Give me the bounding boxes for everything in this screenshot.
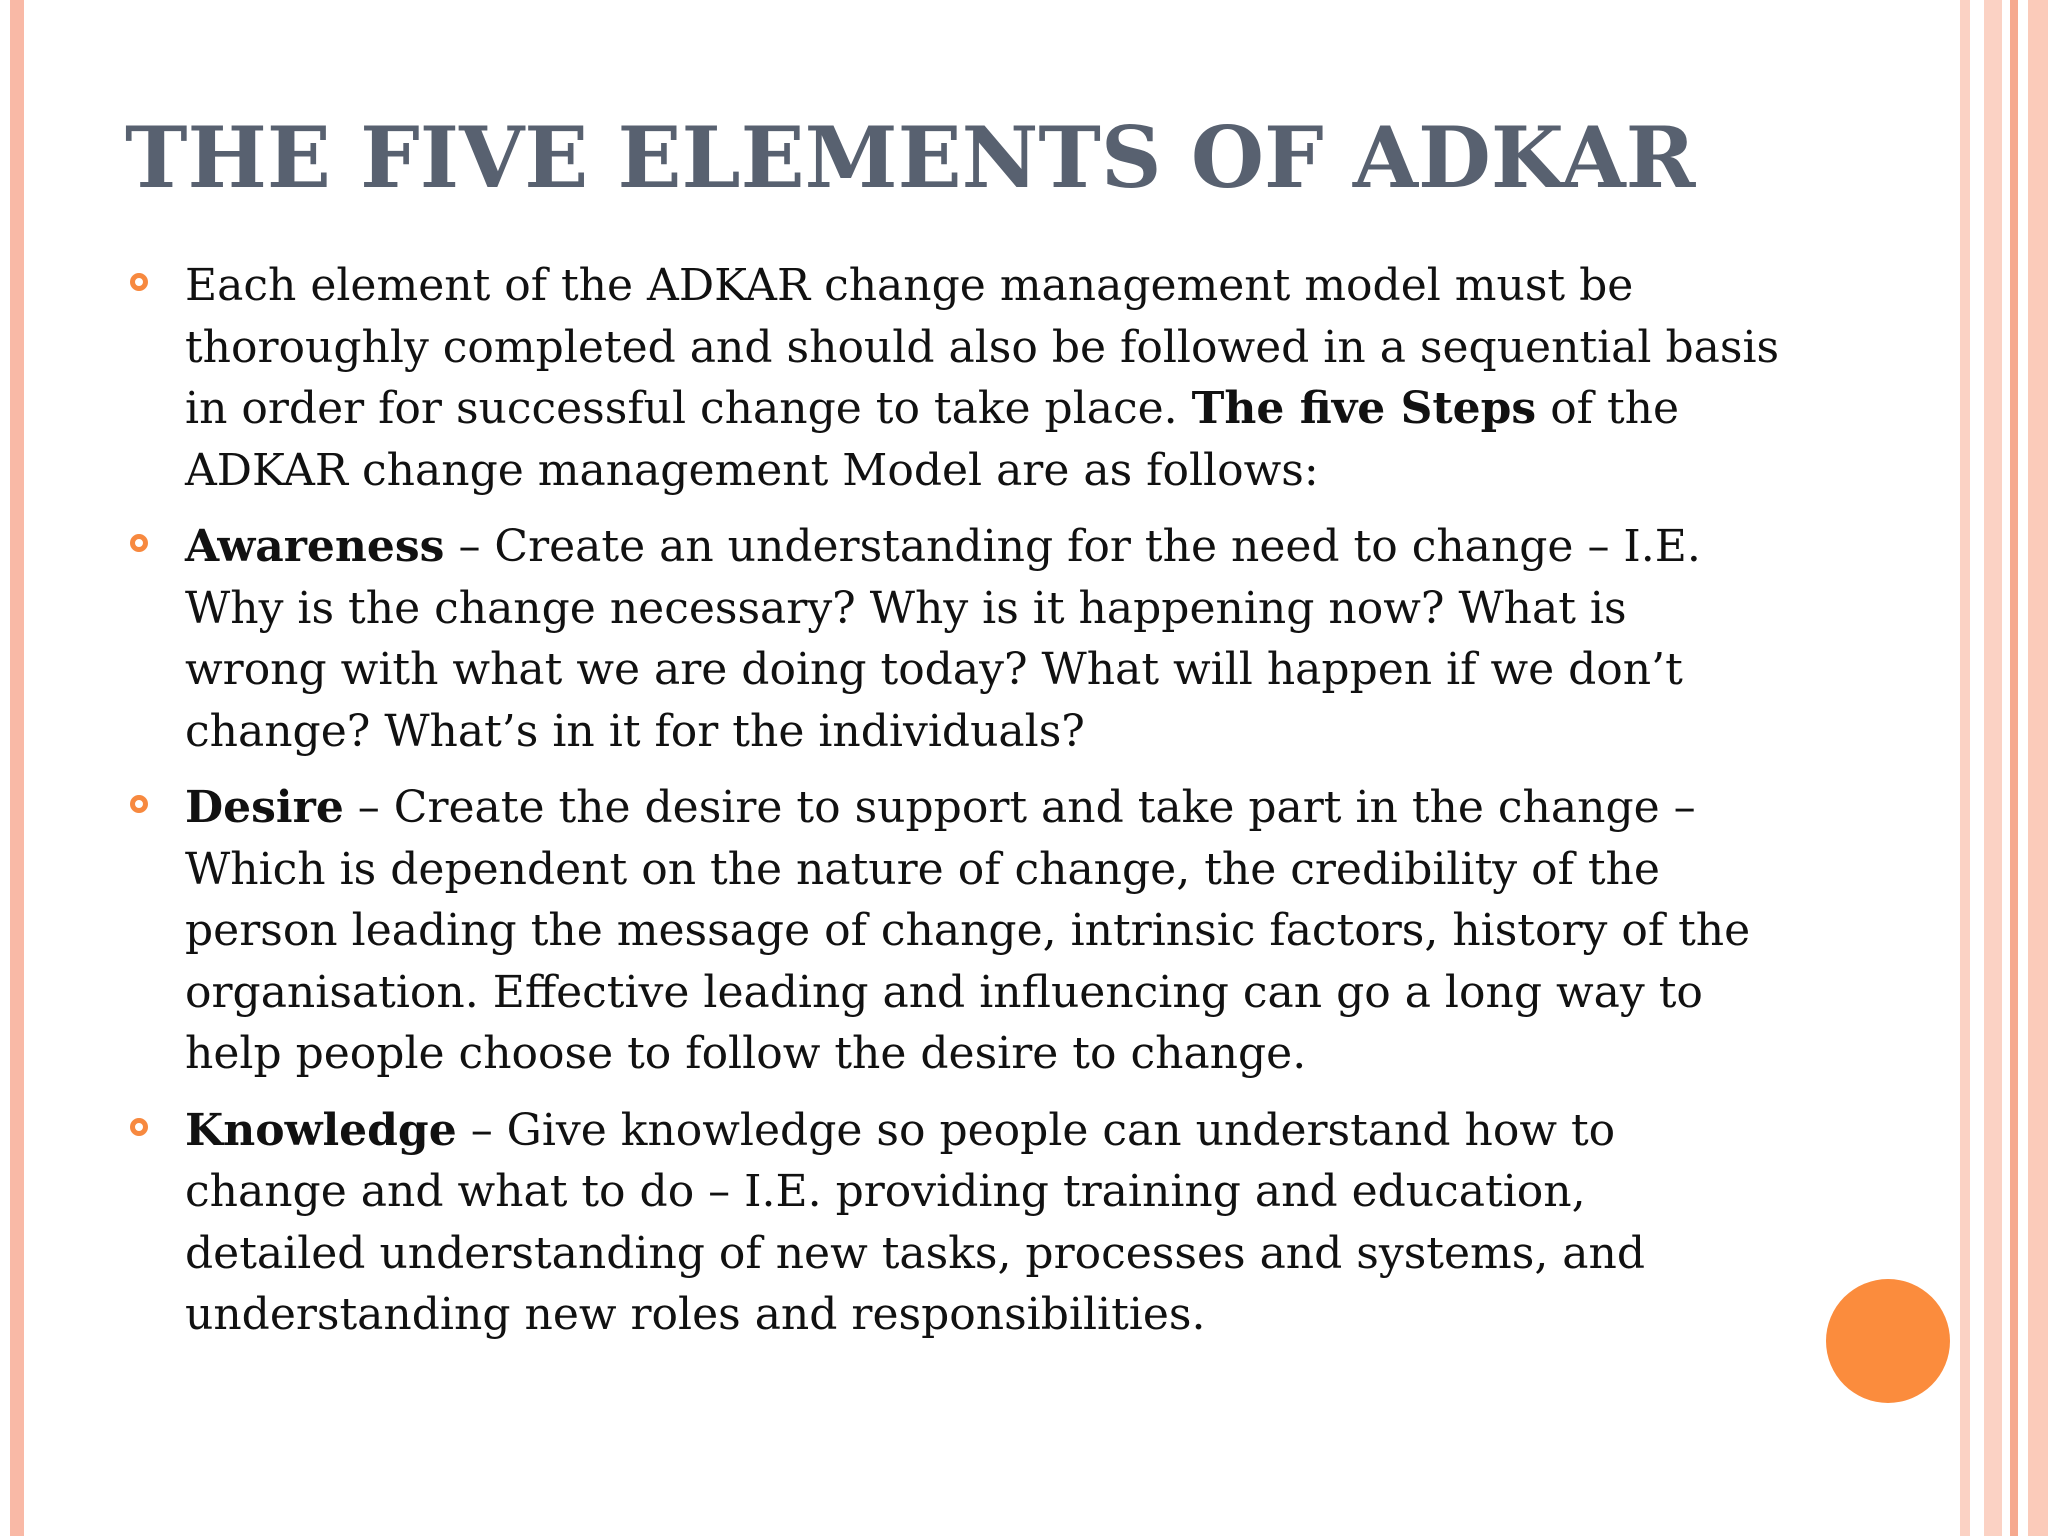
- bullet-list: [130, 255, 1780, 1361]
- bullet-item-intro: [130, 255, 1780, 501]
- bullet-item-awareness: [130, 516, 1780, 762]
- right-frame-stripe: [1960, 0, 1970, 1536]
- bullet-term: Knowledge: [185, 1104, 457, 1156]
- bullet-text-tail: of the ADKAR change management Model are as follows:: [185, 383, 1680, 496]
- slide-title: THE FIVE ELEMENTS OF ADKAR: [125, 108, 1696, 207]
- bullet-ring-icon: [130, 534, 148, 552]
- bullet-text: – Give knowledge so people can understand how to change and what to do – I.E. providing training and education, detailed understanding of new tasks, processes and systems, and understanding new roles and responsibilities.: [185, 1104, 1646, 1340]
- bullet-term: Awareness: [185, 521, 445, 572]
- decorative-circle: [1826, 1279, 1950, 1403]
- bullet-term: Desire: [185, 782, 344, 833]
- bullet-text: – Create an understanding for the need to change – I.E. Why is the change necessary? Why is it happening now? What is wrong with what we are doing today? What will happen if we don’t change? What’s in it for the individuals?: [185, 521, 1701, 757]
- right-frame-stripe: [2010, 0, 2018, 1536]
- bullet-ring-icon: [130, 273, 148, 291]
- right-frame-stripe: [1984, 0, 2002, 1536]
- bullet-ring-icon: [130, 795, 148, 813]
- bullet-item-knowledge: [130, 1100, 1780, 1346]
- bullet-text: – Create the desire to support and take part in the change – Which is dependent on the nature of change, the credibility of the person leading the message of change, intrinsic factors, history of the organisation. Effective leading and influencing can go a long way to help people choose to follow the desire to change.: [185, 782, 1751, 1079]
- left-frame-bar: [10, 0, 24, 1536]
- bullet-text: Each element of the ADKAR change management model must be thoroughly completed and should also be followed in a sequential basis in order for successful change to take place.: [185, 260, 1780, 434]
- bullet-item-desire: [130, 777, 1780, 1085]
- bullet-ring-icon: [130, 1118, 148, 1136]
- right-frame-stripe: [2028, 0, 2048, 1536]
- bullet-bold-text: The five Steps: [1191, 383, 1537, 434]
